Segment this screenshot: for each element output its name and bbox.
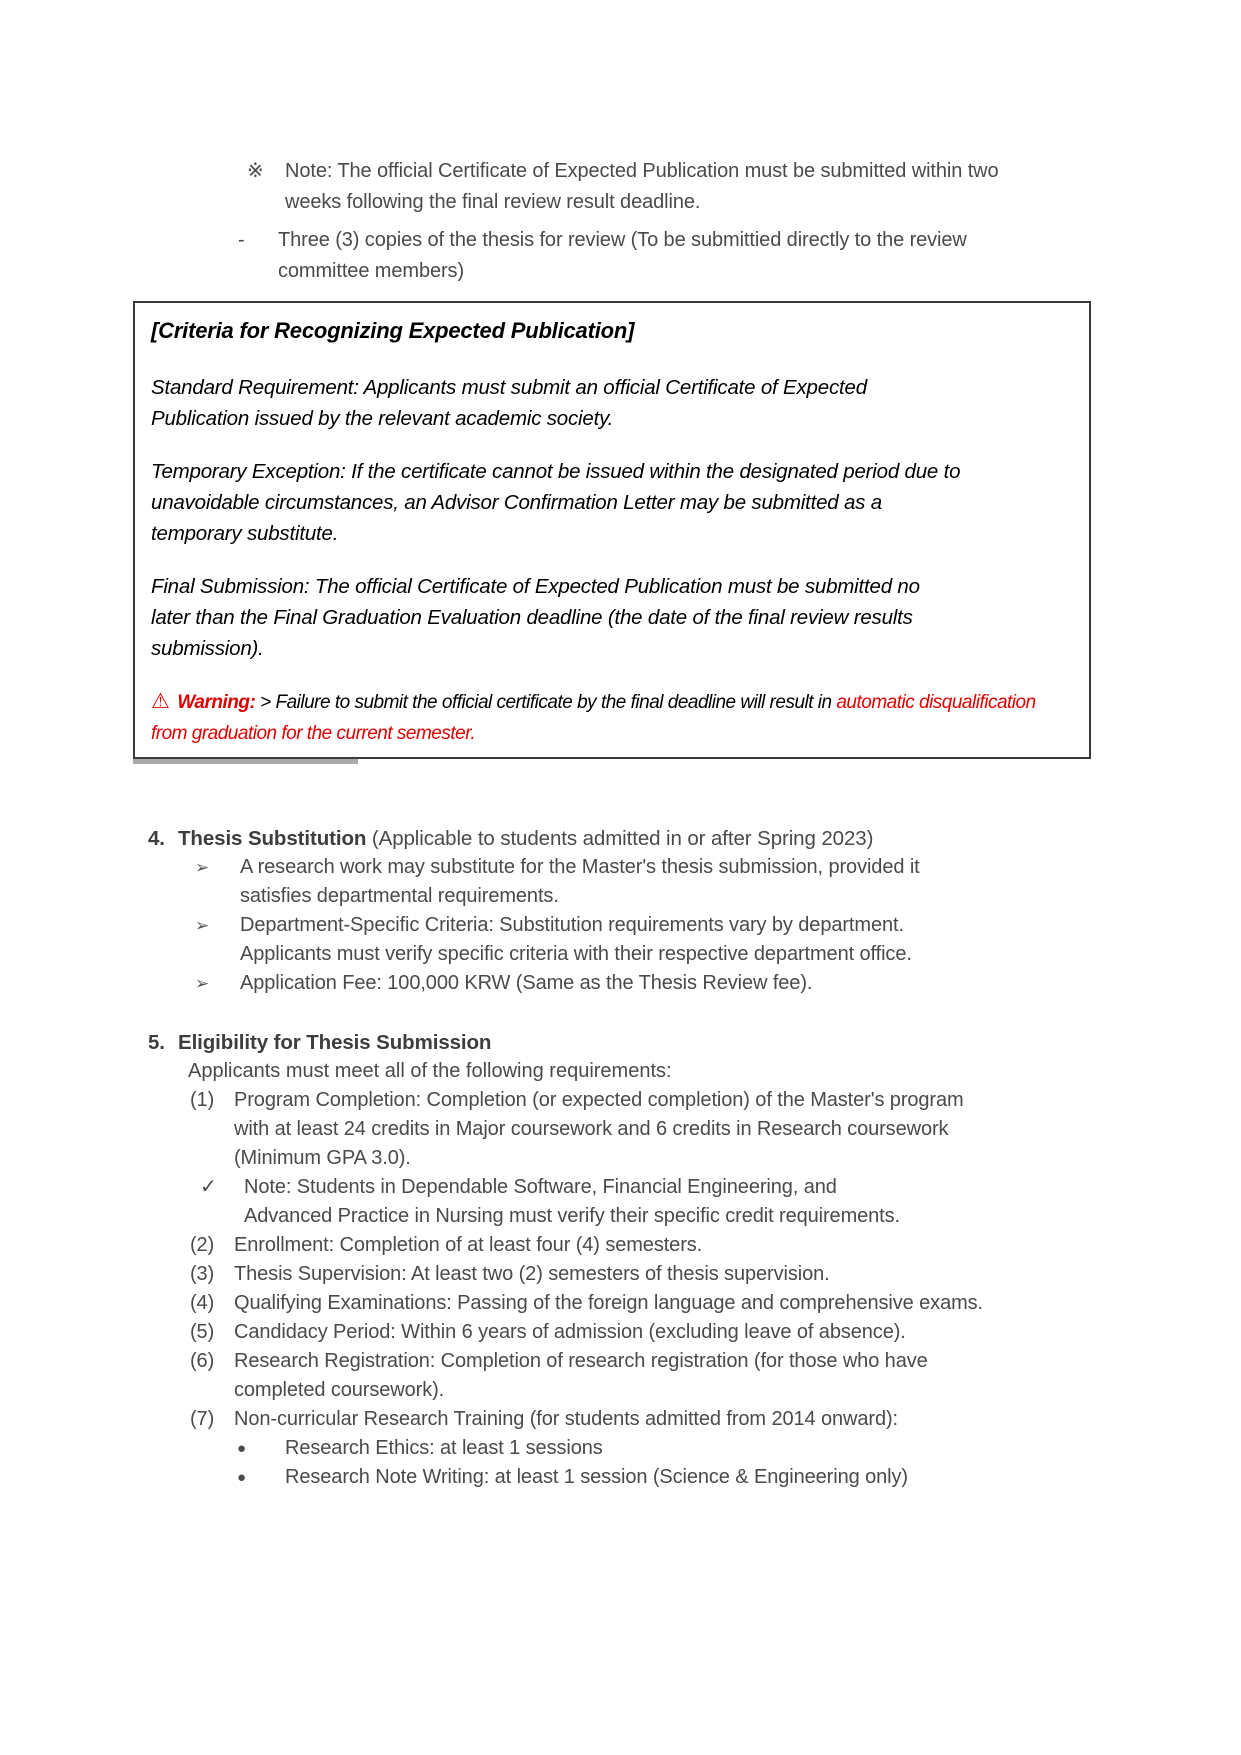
item-text: Enrollment: Completion of at least four (4) semesters. — [234, 1234, 703, 1256]
item-text: Qualifying Examinations: Passing of the foreign language and comprehensive exams. — [234, 1292, 984, 1314]
circle-bullet-icon: ● — [237, 1440, 246, 1457]
dash-bullet-icon: - — [238, 229, 245, 251]
item-number: (6) — [190, 1350, 215, 1372]
criteria-paragraph-final: Final Submission: The official Certificate of Expected Publication must be submitted no later than the Final Graduation Evaluation deadline (the date of the final review results submission). — [151, 575, 920, 660]
section4-number: 4. — [148, 827, 165, 850]
item-number: (7) — [190, 1408, 215, 1430]
list-item — [195, 853, 1151, 911]
bullet-text: A research work may substitute for the Master's thesis submission, provided it satisfies departmental requirements. — [240, 856, 920, 907]
section5-item-list — [133, 1086, 1151, 1492]
check-note-item — [200, 1173, 1151, 1231]
numbered-item — [190, 1086, 1151, 1173]
numbered-item — [190, 1260, 1151, 1289]
section5-intro: Applicants must meet all of the following requirements: — [188, 1060, 672, 1082]
bullet-text: Application Fee: 100,000 KRW (Same as the Thesis Review fee). — [240, 972, 813, 994]
numbered-item — [190, 1347, 1151, 1405]
item-number: (2) — [190, 1234, 215, 1256]
section5-heading — [148, 1028, 1151, 1057]
dash-list-item — [238, 225, 1151, 287]
section4-title: Thesis Substitution — [178, 827, 367, 850]
section4-bullet-list — [133, 853, 1151, 998]
section-thesis-substitution — [133, 824, 1151, 998]
sub-bullet-item — [237, 1434, 1151, 1463]
item-number: (3) — [190, 1263, 215, 1285]
item-text: Program Completion: Completion (or expected completion) of the Master's program with at least 24 credits in Major coursework and 6 credits in Research coursework (Minimum GPA 3.0). — [234, 1089, 964, 1169]
section5-number: 5. — [148, 1031, 165, 1054]
criteria-box — [133, 301, 1091, 759]
reference-mark-icon: ※ — [247, 160, 264, 182]
check-note-line: Advanced Practice in Nursing must verify their specific credit requirements. — [244, 1205, 900, 1227]
warning-text-dark: > Failure to submit the official certificate by the final deadline will result in — [255, 692, 837, 713]
section4-title-line — [178, 824, 873, 853]
check-note-text — [244, 1173, 1014, 1231]
sub-bullet-text: Research Ethics: at least 1 sessions — [285, 1437, 603, 1459]
numbered-item — [190, 1231, 1151, 1260]
warning-text-red: automatic disqualification from graduation for the current semester. — [151, 692, 1036, 744]
sub-bullet-item — [237, 1463, 1151, 1492]
sub-bullet-text: Research Note Writing: at least 1 session (Science & Engineering only) — [285, 1466, 908, 1488]
item-text: Research Registration: Completion of research registration (for those who have completed coursework). — [234, 1350, 928, 1401]
check-note-line: Note: Students in Dependable Software, Financial Engineering, and — [244, 1176, 837, 1198]
arrow-bullet-icon: ➢ — [195, 974, 210, 993]
item-text: Non-curricular Research Training (for students admitted from 2014 onward): — [234, 1408, 899, 1430]
item-number: (1) — [190, 1089, 215, 1111]
list-item — [195, 969, 1151, 998]
box-shadow-artifact — [133, 759, 358, 764]
list-item — [195, 911, 1151, 969]
warning-line — [151, 686, 1067, 749]
criteria-paragraph-standard: Standard Requirement: Applicants must submit an official Certificate of Expected Publication issued by the relevant academic society. — [151, 376, 867, 430]
reference-note-text: Note: The official Certificate of Expected Publication must be submitted within two weeks following the final review result deadline. — [285, 160, 999, 213]
circle-bullet-icon: ● — [237, 1469, 246, 1486]
section5-title: Eligibility for Thesis Submission — [178, 1031, 492, 1054]
criteria-paragraph-exception: Temporary Exception: If the certificate cannot be issued within the designated period due to unavoidable circumstances, an Advisor Confirmation Letter may be submitted as a temporary substitute. — [151, 460, 961, 545]
item-text: Candidacy Period: Within 6 years of admission (excluding leave of absence). — [234, 1321, 906, 1343]
item-text: Thesis Supervision: At least two (2) semesters of thesis supervision. — [234, 1263, 830, 1285]
numbered-item — [190, 1405, 1151, 1434]
section4-subtitle: (Applicable to students admitted in or after Spring 2023) — [371, 827, 874, 850]
arrow-bullet-icon: ➢ — [195, 916, 210, 935]
item-number: (4) — [190, 1292, 215, 1314]
numbered-item — [190, 1318, 1151, 1347]
numbered-item — [190, 1289, 1151, 1318]
dash-item-text: Three (3) copies of the thesis for review (To be submittied directly to the review committee members) — [278, 229, 967, 282]
section-eligibility — [133, 1028, 1151, 1492]
criteria-box-title: [Criteria for Recognizing Expected Publication] — [151, 318, 635, 343]
top-notes — [133, 156, 1151, 287]
warning-label: Warning: — [177, 692, 256, 713]
item-number: (5) — [190, 1321, 215, 1343]
reference-note — [247, 156, 1151, 218]
bullet-text: Department-Specific Criteria: Substitution requirements vary by department. Applicants must verify specific criteria with their respective department office. — [240, 914, 912, 965]
warning-triangle-icon: ⚠ — [151, 690, 170, 713]
arrow-bullet-icon: ➢ — [195, 858, 210, 877]
check-icon: ✓ — [200, 1176, 217, 1198]
section4-heading — [148, 824, 1151, 853]
